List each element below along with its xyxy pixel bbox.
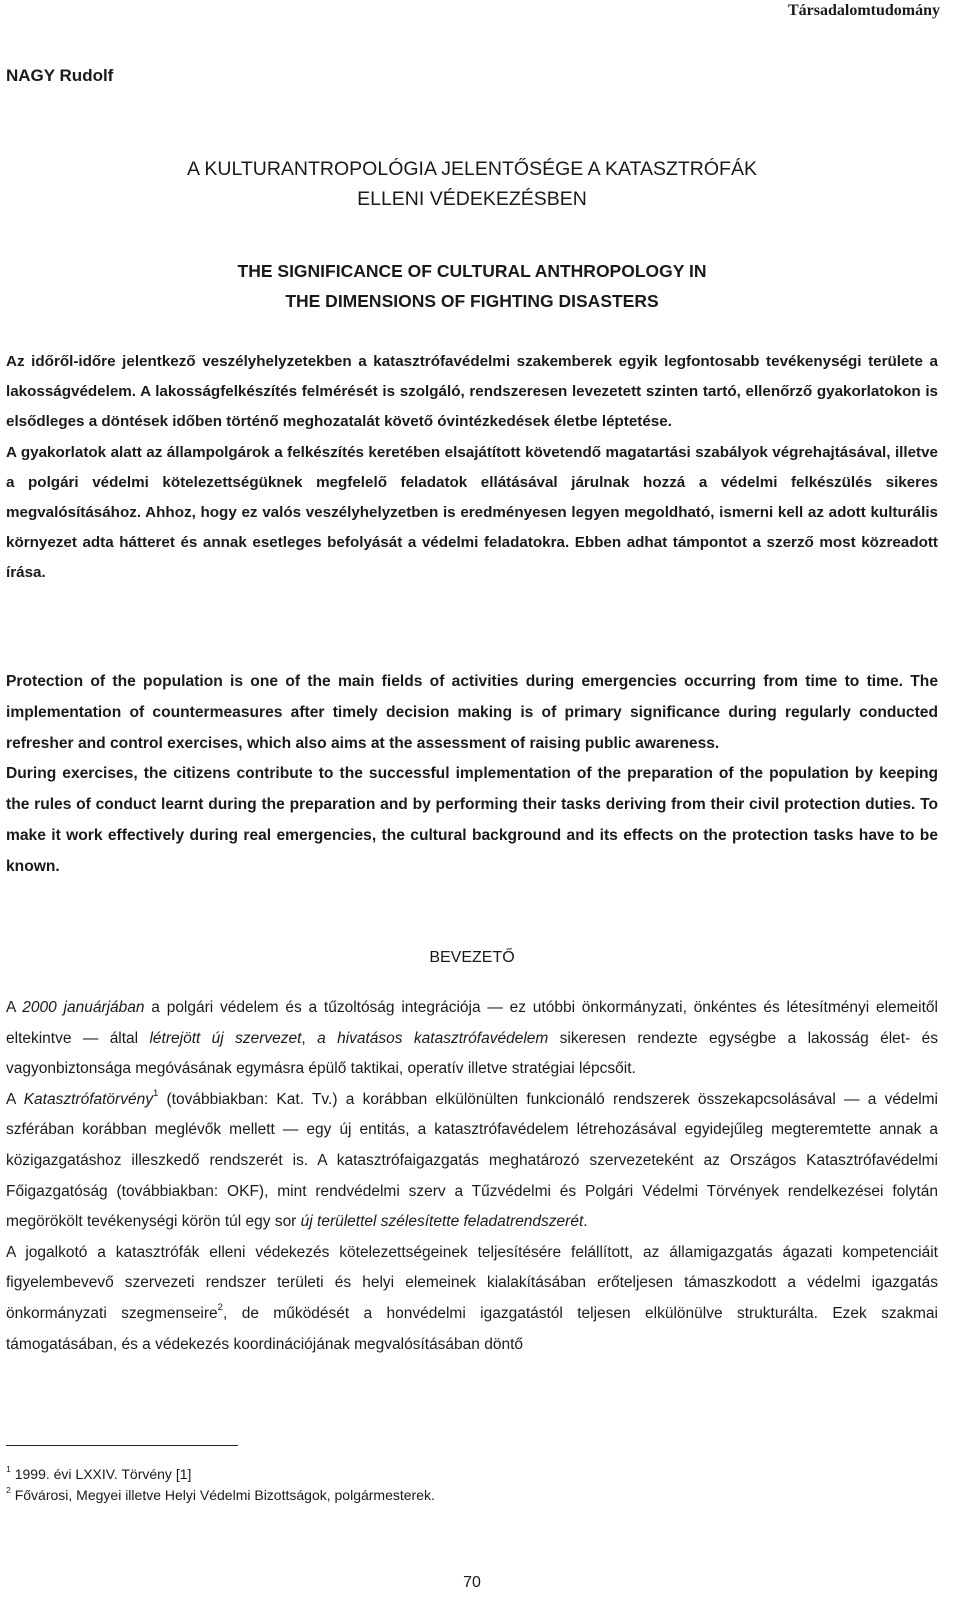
title-english-line-2: THE DIMENSIONS OF FIGHTING DISASTERS <box>285 291 659 311</box>
abstract-hungarian-paragraph-1: Az időről-időre jelentkező veszélyhelyzetekben a katasztrófavédelmi szakemberek egyik legfontosabb tevékenységi területe a lakosságvédelem. A lakosságfelkészítés felmérését is szolgáló, rendszeresen levezetett szinten tartó, ellenőrző gyakorlatokon is elsődleges a döntések időben történő meghozatalát követő óvintézkedések életbe léptetése. <box>6 353 938 431</box>
title-hungarian-line-1: A KULTURANTROPOLÓGIA JELENTŐSÉGE A KATASZTRÓFÁK <box>187 158 757 180</box>
footnote-separator <box>6 1445 238 1446</box>
text-run: (továbbiakban: Kat. Tv.) a korábban elkülönülten funkcionáló rendszerek összekapcsolásával — a védelmi szférában korábban meglévők mellett — egy új entitás, a katasztrófavédelem létrehozásával egyidejűleg megteremtette annak a közigazgatáshoz illeszkedő rendszerét is. A katasztrófaigazgatás meghatározó szervezeteként az Országos Katasztrófavédelmi Főigazgatóság (továbbiakban: OKF), mint rendvédelmi szerv a Tűzvédelmi és Polgári Védelmi Törvények rendelkezései folytán megörökölt tevékenységi körön túl egy sor <box>6 1090 938 1231</box>
abstract-hungarian-paragraph-2: A gyakorlatok alatt az állampolgárok a felkészítés keretében elsajátított követendő magatartási szabályok végrehajtásával, illetve a polgári védelmi kötelezettségüknek megfelelő feladatok ellátásával járulnak hozzá a védelmi felkészülés sikeres megvalósításához. Ahhoz, hogy ez valós veszélyhelyzetben is eredményesen legyen megoldható, ismerni kell az adott kulturális környezet adta hátteret és annak esetleges befolyását a védelmi feladatokra. Ebben adhat támpontot a szerző most közreadott írása. <box>6 443 938 582</box>
footnote-number: 1 <box>6 1463 11 1474</box>
title-english-line-1: THE SIGNIFICANCE OF CULTURAL ANTHROPOLOGY IN <box>237 261 707 281</box>
text-run: A <box>6 999 23 1016</box>
body-paragraph-1 <box>6 993 938 1085</box>
footnote-2 <box>6 1485 435 1506</box>
text-run: A <box>6 1090 24 1108</box>
title-hungarian <box>0 154 944 214</box>
body-paragraph-2 <box>6 1085 938 1238</box>
running-head: Társadalomtudomány <box>787 2 940 19</box>
abstract-english-paragraph-1: Protection of the population is one of the main fields of activities during emergencies occurring from time to time. The implementation of countermeasures after timely decision making is of primary significance during regularly conducted refresher and control exercises, which also aims at the assessment of raising public awareness. <box>6 673 938 752</box>
abstract-hungarian <box>6 347 938 589</box>
text-run: sikeresen rendezte egységbe a lakosság élet- és vagyonbiztonsága megóvásának egymásra épülő taktikai, operatív illetve stratégiai lépcsőit. <box>6 1029 938 1078</box>
italic-run: 2000 januárjában <box>22 999 145 1016</box>
footnote-ref-1[interactable]: 1 <box>152 1087 159 1099</box>
page-number: 70 <box>463 1574 481 1591</box>
footnote-1 <box>6 1464 435 1485</box>
abstract-english <box>6 667 938 883</box>
footnotes <box>6 1464 435 1506</box>
text-run: , de működését a honvédelmi igazgatástól teljesen elkülönülve strukturálta. Ezek szakmai támogatásában, és a védekezés koordinációjának megvalósításában döntő <box>6 1304 938 1353</box>
footnote-text: Fővárosi, Megyei illetve Helyi Védelmi Bizottságok, polgármesterek. <box>10 1487 435 1503</box>
title-hungarian-line-2: ELLENI VÉDEKEZÉSBEN <box>357 188 587 210</box>
text-run: , <box>301 1029 318 1047</box>
footnote-number: 2 <box>6 1484 11 1495</box>
footnote-text: 1999. évi LXXIV. Törvény [1] <box>10 1466 192 1482</box>
body-text <box>6 993 938 1360</box>
text-run: a polgári védelem és a tűzoltóság integrációja — ez utóbbi önkormányzati, önkéntes és létesítményi elemeitől eltekintve — által <box>6 999 938 1047</box>
title-english <box>0 256 944 316</box>
author-name: NAGY Rudolf <box>6 66 114 85</box>
italic-run: a hivatásos katasztrófavédelem <box>317 1029 549 1047</box>
italic-run: létrejött új szervezet <box>149 1029 302 1047</box>
text-run: A jogalkotó a katasztrófák elleni védekezés kötelezettségeinek teljesítésére felállított, az államigazgatás ágazati kompetenciáit figyelembevevő szervezeti rendszer területi és helyi elemeinek kialakításában erőteljesen támaszkodott a védelmi igazgatás önkormányzati szegmenseire <box>6 1243 938 1322</box>
text-run: . <box>583 1213 588 1231</box>
section-heading: BEVEZETŐ <box>429 949 515 966</box>
abstract-english-paragraph-2: During exercises, the citizens contribute to the successful implementation of the preparation of the population by keeping the rules of conduct learnt during the preparation and by performing their tasks deriving from their civil protection duties. To make it work effectively during real emergencies, the cultural background and its effects on the protection tasks have to be known. <box>6 765 938 875</box>
italic-run: új területtel szélesítette feladatrendszerét <box>300 1213 584 1231</box>
footnote-ref-2[interactable]: 2 <box>217 1301 224 1313</box>
italic-run: Katasztrófatörvény <box>23 1090 153 1108</box>
body-paragraph-3 <box>6 1238 938 1360</box>
